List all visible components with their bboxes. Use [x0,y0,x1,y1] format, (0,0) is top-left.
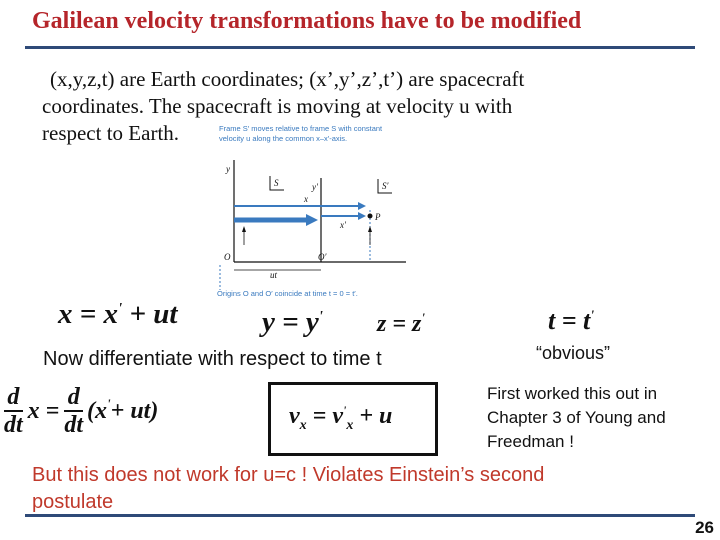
point-p-label: P [375,212,381,222]
page-title: Galilean velocity transformations have to be modified [32,8,582,34]
figure-caption: Frame S′ moves relative to frame S with constant [219,124,383,133]
warning-text: But this does not work for u=c ! Violates Einstein’s second postulate [32,464,545,513]
x-prime-label: x′ [340,220,346,230]
ut-label: ut [270,270,278,280]
intro-line: coordinates. The spacecraft is moving at velocity u with [42,94,513,118]
y-prime-axis-label: y′ [312,182,318,192]
z-transform-equation: z = z' [377,310,425,337]
footer-divider [25,514,695,517]
title-divider [25,46,695,49]
obvious-label: “obvious” [536,343,611,363]
page-number: 26 [695,518,714,537]
y-transform-equation: y = y' [262,306,323,338]
figure-footnote: Origins O and O′ coincide at time t = 0 = t′. [217,289,358,298]
origin-o-prime-label: O′ [318,252,327,262]
reference-frames-figure [200,120,420,300]
velocity-equation: $v_x = v'_x + u$ [289,403,393,433]
frame-s-label: S [274,178,279,188]
differentiate-instruction: Now differentiate with respect to time t [43,348,382,370]
y-axis-label: y [226,164,230,174]
x-transform-equation: x = x' + ut [58,298,178,330]
figure-caption: velocity u along the common x–x′-axis. [219,134,348,143]
intro-line: respect to Earth. [42,121,180,145]
x-label: x [304,194,308,204]
frame-s-prime-label: S′ [382,181,389,191]
t-transform-equation: t = t' [548,306,595,335]
derivative-equation: $\frac{d}{dt}$ x = $\frac{d}{dt}$ (x ' + ut) [4,384,159,438]
velocity-equation-box [268,382,438,456]
textbook-note: First worked this out in Chapter 3 of Young and Freedman ! [487,384,666,451]
origin-o-label: O [224,252,231,262]
intro-line: (x,y,z,t) are Earth coordinates; (x’,y’,z’,t’) are spacecraft [50,67,525,91]
